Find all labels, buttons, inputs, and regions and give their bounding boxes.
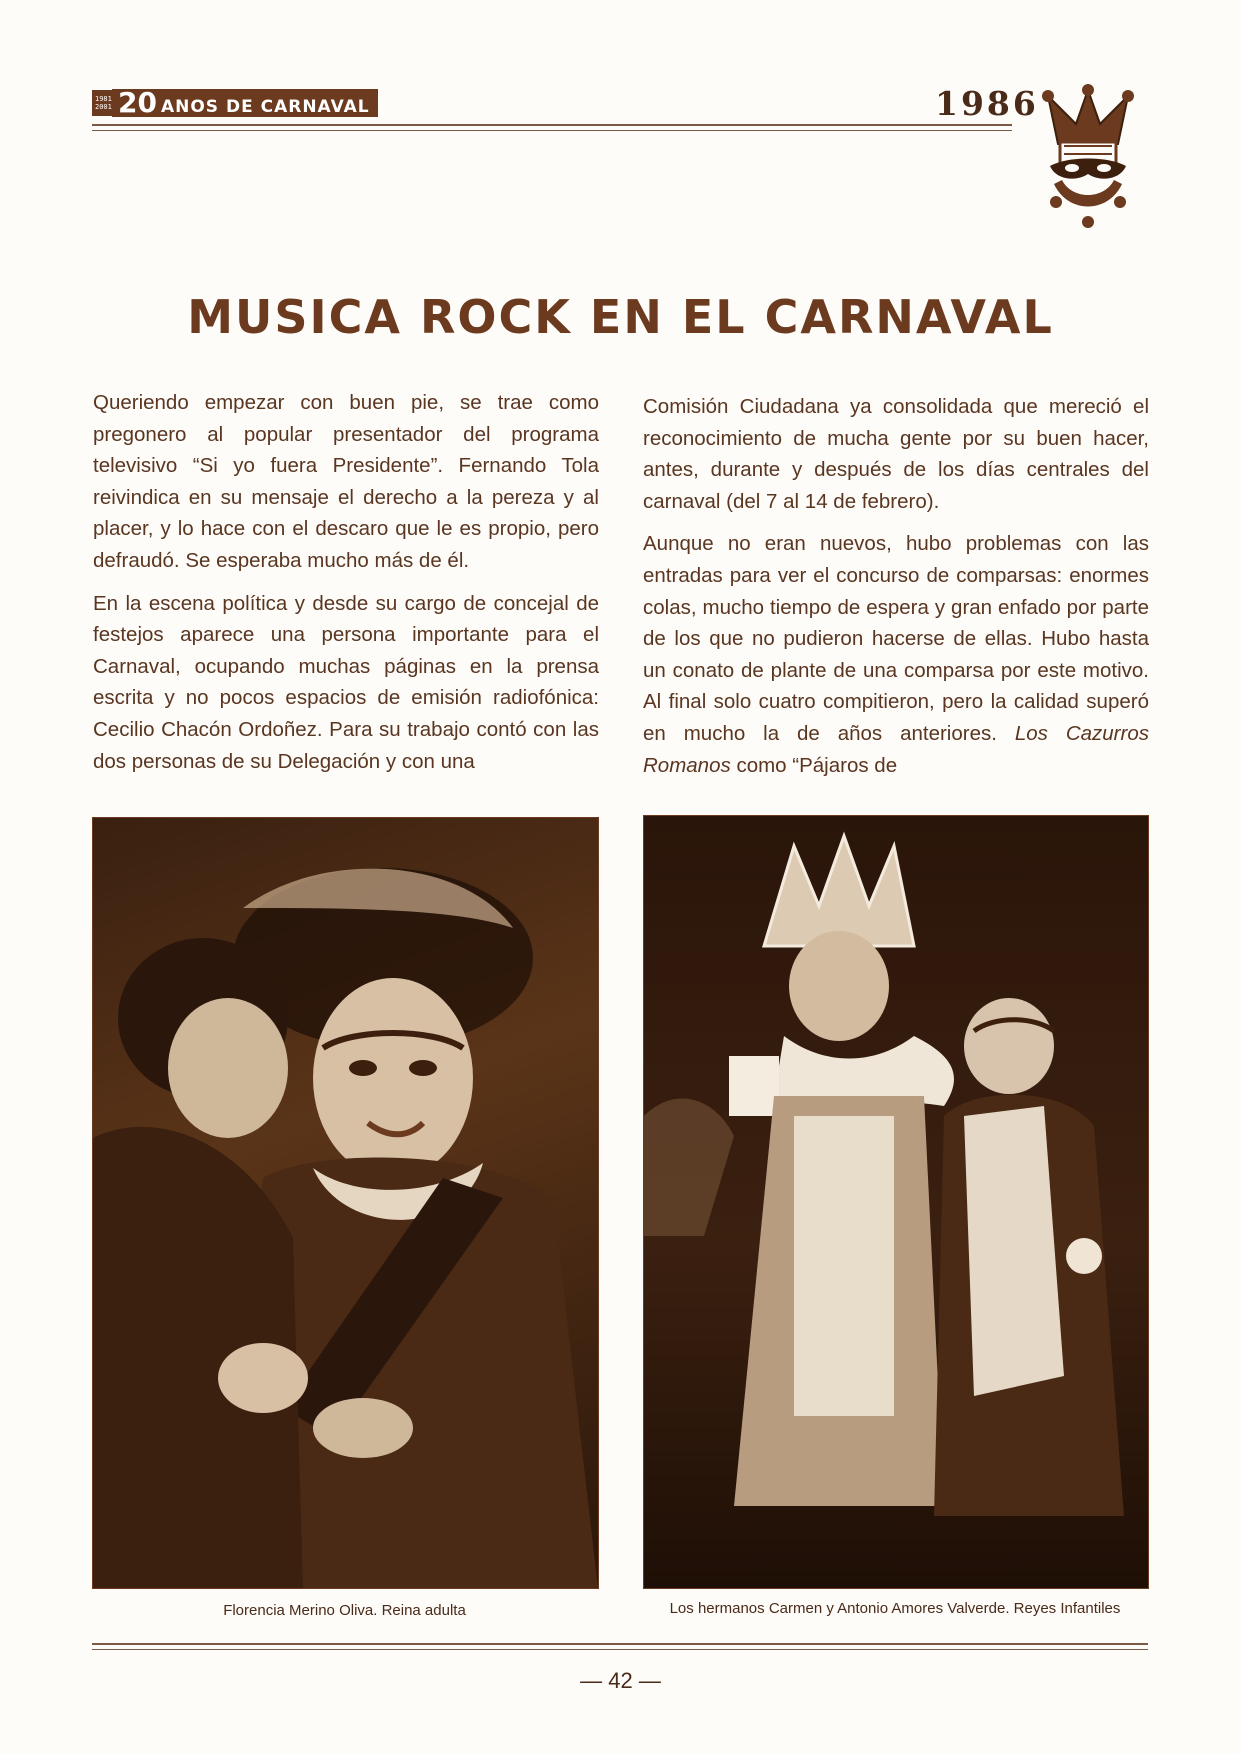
years-top: 1981 — [95, 95, 112, 103]
series-number: 20 — [118, 86, 157, 119]
queen-photo-illustration — [93, 818, 598, 1588]
right-column — [643, 391, 1149, 792]
footer-rule — [92, 1643, 1148, 1645]
page-number: — 42 — — [580, 1668, 661, 1693]
header-year: 1986 — [935, 84, 1039, 123]
photo-caption-left: Florencia Merino Oliva. Reina adulta — [223, 1602, 466, 1619]
paragraph-text: Aunque no eran nuevos, hubo problemas con las entradas para ver el concurso de comparsas: enormes colas, mucho tiempo de espera y gran enfado por parte de los que no pudieron hacerse de ellas. Hubo hasta un conato de plante de una comparsa por este motivo. Al final solo cuatro compitieron, pero la calidad superó en mucho la de años anteriores. — [643, 532, 1149, 745]
footer-rule-thin — [92, 1649, 1148, 1650]
kings-photo-illustration — [644, 816, 1148, 1588]
paragraph: En la escena política y desde su cargo de concejal de festejos aparece una persona importante para el Carnaval, ocupando muchas páginas en la prensa escrita y no pocos espacios de emisión radiofónica: Cecilio Chacón Ordoñez. Para su trabajo contó con las dos personas de su Delegación y con una — [93, 591, 599, 773]
photo-caption-right: Los hermanos Carmen y Antonio Amores Valverde. Reyes Infantiles — [669, 1600, 1121, 1617]
left-column — [93, 387, 599, 788]
header-rule — [92, 124, 1012, 126]
photo-carnival-queen — [92, 817, 599, 1589]
series-years — [92, 90, 112, 116]
paragraph: Comisión Ciudadana ya consolidada que mereció el reconocimiento de mucha gente por su buen hacer, antes, durante y después de los días centrales del carnaval (del 7 al 14 de febrero). — [643, 395, 1149, 513]
paragraph: Queriendo empezar con buen pie, se trae como pregonero al popular presentador del programa televisivo “Si yo fuera Presidente”. Fernando Tola reivindica en su mensaje el derecho a la pereza y al placer, y lo hace con el descaro que le es propio, pero defraudó. Se esperaba mucho más de él. — [93, 391, 599, 572]
jester-logo-icon — [1028, 84, 1148, 234]
years-bottom: 2001 — [95, 103, 112, 111]
paragraph — [643, 528, 1149, 781]
series-title-text: ANOS DE CARNAVAL — [160, 97, 370, 117]
comparsa-name: Los Cazurros Romanos — [643, 721, 1149, 777]
paragraph-tail: como “Pájaros de — [730, 753, 898, 777]
photo-child-kings — [643, 815, 1149, 1589]
series-title — [112, 86, 378, 119]
series-badge — [92, 86, 378, 119]
article-title: MUSICA ROCK EN EL CARNAVAL — [187, 290, 1054, 344]
header-rule-thin — [92, 130, 1012, 131]
